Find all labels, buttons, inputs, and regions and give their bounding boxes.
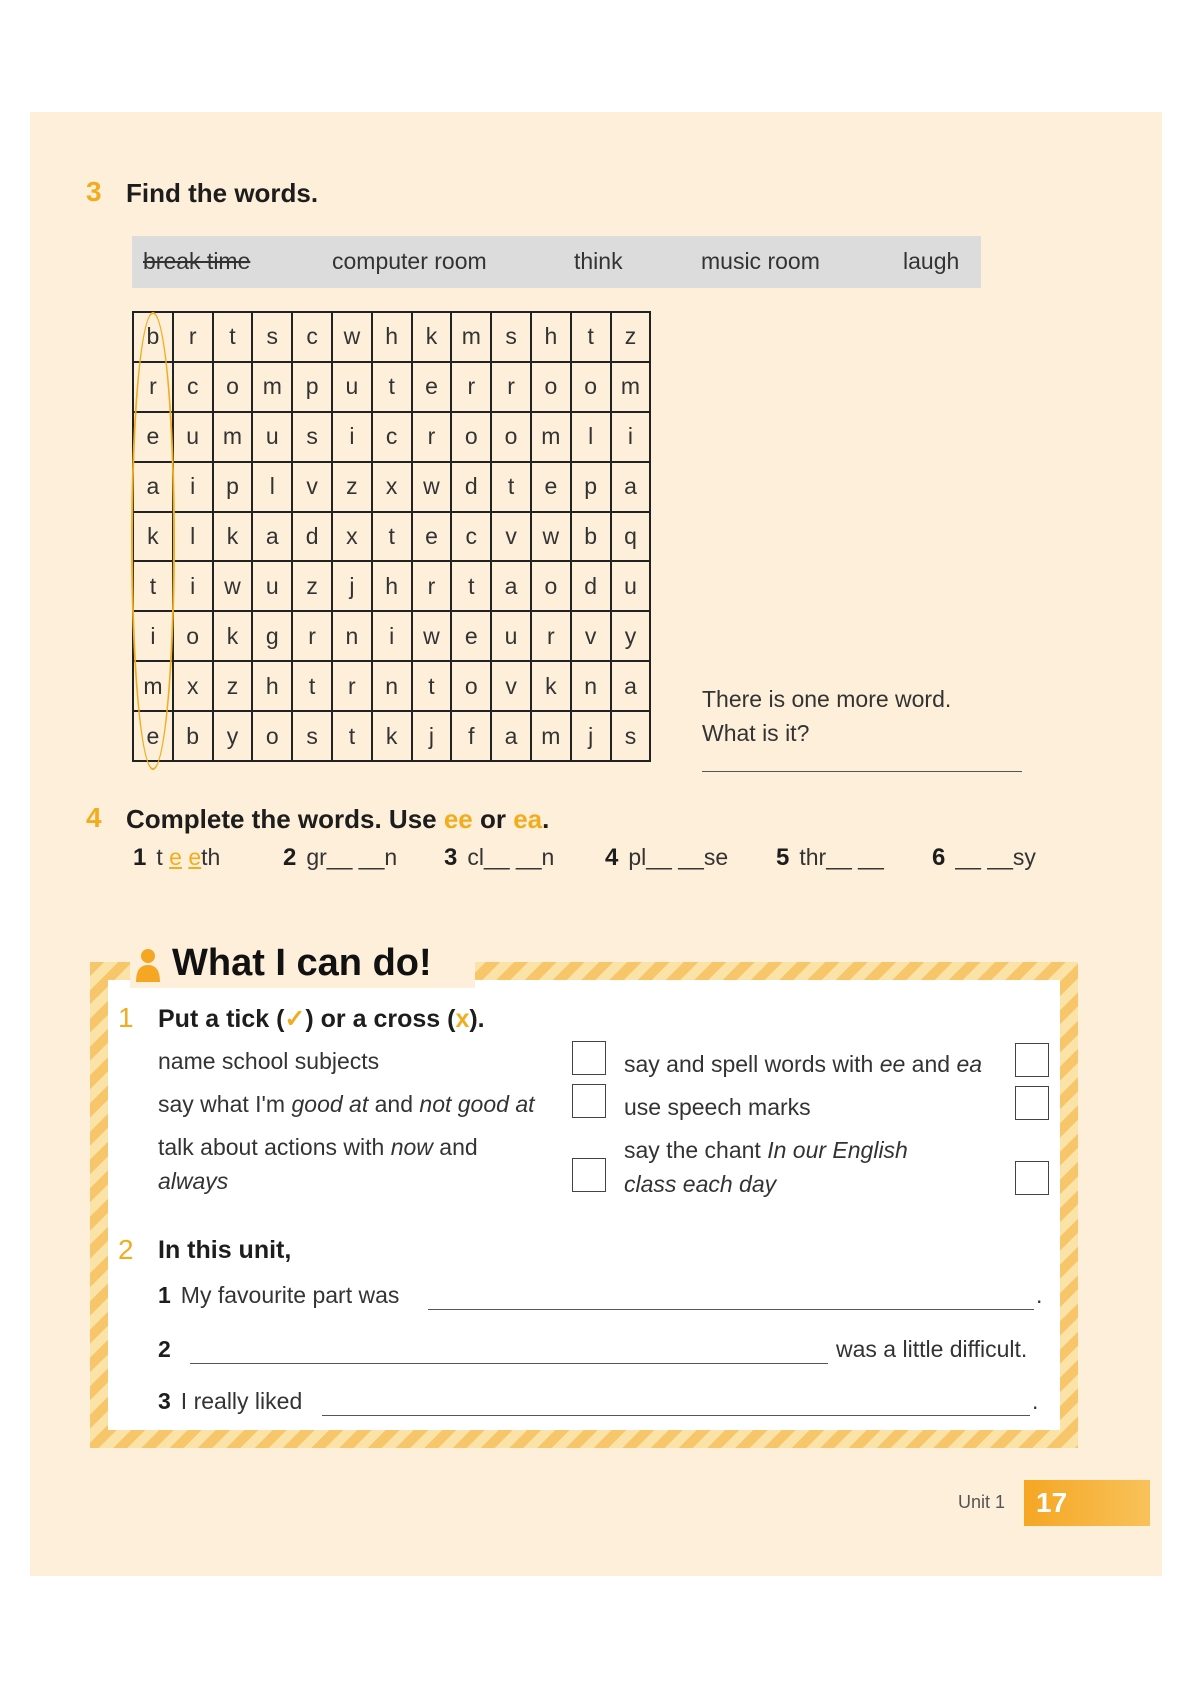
checkbox-left-3[interactable] bbox=[572, 1158, 606, 1192]
can-do-q2-number: 2 bbox=[118, 1234, 134, 1265]
grid-cell[interactable]: s bbox=[611, 711, 651, 761]
grid-cell[interactable]: i bbox=[611, 412, 651, 462]
grid-cell[interactable]: k bbox=[372, 711, 412, 761]
emphasis: ee bbox=[879, 1051, 906, 1077]
grid-cell[interactable]: i bbox=[173, 462, 213, 512]
grid-cell[interactable]: t bbox=[332, 711, 372, 761]
item-number: 4 bbox=[605, 844, 619, 871]
grid-cell[interactable]: m bbox=[252, 362, 292, 412]
checkbox-left-2[interactable] bbox=[572, 1084, 606, 1118]
grid-cell[interactable]: v bbox=[491, 661, 531, 711]
grid-cell[interactable]: z bbox=[611, 312, 651, 362]
grid-cell[interactable]: q bbox=[611, 512, 651, 562]
grid-cell[interactable]: c bbox=[372, 412, 412, 462]
text: and bbox=[905, 1051, 957, 1077]
grid-cell[interactable]: r bbox=[292, 611, 332, 661]
grid-cell[interactable]: i bbox=[372, 611, 412, 661]
grid-row bbox=[133, 462, 650, 512]
grid-cell[interactable]: t bbox=[372, 362, 412, 412]
grid-cell[interactable]: s bbox=[252, 312, 292, 362]
answer-line[interactable] bbox=[702, 771, 1022, 772]
grid-cell[interactable]: f bbox=[451, 711, 491, 761]
word-bank bbox=[132, 236, 981, 288]
item-text: gr__ __n bbox=[306, 844, 398, 870]
grid-cell[interactable]: m bbox=[531, 412, 571, 462]
grid-cell[interactable]: w bbox=[213, 561, 253, 611]
item-pre: t bbox=[156, 844, 163, 870]
text: talk about actions with bbox=[158, 1134, 391, 1160]
grid-cell[interactable]: t bbox=[412, 661, 452, 711]
grid-cell[interactable]: i bbox=[173, 561, 213, 611]
q1-title-c: ). bbox=[469, 1005, 485, 1033]
grid-cell[interactable]: k bbox=[412, 312, 452, 362]
grid-cell[interactable]: r bbox=[491, 362, 531, 412]
grid-cell[interactable]: s bbox=[292, 711, 332, 761]
grid-cell[interactable]: t bbox=[133, 561, 173, 611]
item-number: 2 bbox=[283, 844, 297, 871]
title-end: . bbox=[542, 804, 550, 834]
ex4-item-5[interactable] bbox=[776, 844, 884, 872]
extra-word-question bbox=[702, 682, 951, 750]
grid-row bbox=[133, 661, 650, 711]
right-item-3 bbox=[624, 1133, 908, 1201]
grid-cell[interactable]: y bbox=[611, 611, 651, 661]
grid-cell[interactable]: g bbox=[252, 611, 292, 661]
grid-cell[interactable]: r bbox=[173, 312, 213, 362]
grid-cell[interactable]: t bbox=[213, 312, 253, 362]
grid-row bbox=[133, 611, 650, 661]
grid-cell[interactable]: t bbox=[491, 462, 531, 512]
grid-cell[interactable]: c bbox=[173, 362, 213, 412]
grid-cell[interactable]: e bbox=[451, 611, 491, 661]
grid-cell[interactable]: c bbox=[451, 512, 491, 562]
checkbox-left-1[interactable] bbox=[572, 1041, 606, 1075]
sentence-3-line[interactable] bbox=[322, 1415, 1030, 1416]
sentence-2-line[interactable] bbox=[190, 1363, 828, 1364]
grid-cell[interactable]: z bbox=[292, 561, 332, 611]
grid-cell[interactable]: k bbox=[531, 661, 571, 711]
grid-cell[interactable]: m bbox=[213, 412, 253, 462]
grid-row bbox=[133, 512, 650, 562]
can-do-title: What I can do! bbox=[172, 942, 432, 984]
grid-cell[interactable]: r bbox=[531, 611, 571, 661]
exercise-4-title bbox=[126, 804, 549, 835]
grid-cell[interactable]: j bbox=[412, 711, 452, 761]
word-break-time: break time bbox=[143, 248, 251, 274]
grid-cell[interactable]: r bbox=[133, 362, 173, 412]
grid-cell[interactable]: d bbox=[571, 561, 611, 611]
grid-cell[interactable]: w bbox=[332, 312, 372, 362]
can-do-q2-title: In this unit, bbox=[158, 1236, 292, 1264]
grid-cell[interactable]: o bbox=[213, 362, 253, 412]
sentence-3-period: . bbox=[1032, 1388, 1039, 1414]
grid-cell[interactable]: d bbox=[451, 462, 491, 512]
grid-cell[interactable]: c bbox=[292, 312, 332, 362]
question-line-2: What is it? bbox=[702, 720, 810, 746]
exercise-4-number: 4 bbox=[86, 802, 102, 833]
grid-cell[interactable]: i bbox=[133, 611, 173, 661]
right-item-1 bbox=[624, 1047, 982, 1081]
sentence-text: I really liked bbox=[180, 1388, 303, 1414]
text: and bbox=[432, 1134, 478, 1160]
tick-icon: ✓ bbox=[284, 1005, 306, 1033]
grid-cell[interactable]: j bbox=[332, 561, 372, 611]
grid-cell[interactable]: z bbox=[213, 661, 253, 711]
sentence-2-text: was a little difficult. bbox=[836, 1336, 1028, 1362]
grid-cell[interactable]: k bbox=[133, 512, 173, 562]
item-text: pl__ __se bbox=[628, 844, 729, 870]
grid-cell[interactable]: l bbox=[252, 462, 292, 512]
sentence-number: 1 bbox=[158, 1282, 171, 1308]
grid-cell[interactable]: a bbox=[611, 661, 651, 711]
grid-cell[interactable]: h bbox=[372, 312, 412, 362]
grid-row bbox=[133, 711, 650, 761]
grid-row bbox=[133, 561, 650, 611]
grid-cell[interactable]: a bbox=[491, 561, 531, 611]
found-word-circle bbox=[131, 312, 175, 770]
grid-cell[interactable]: h bbox=[372, 561, 412, 611]
grid-cell[interactable]: a bbox=[133, 462, 173, 512]
grid-cell[interactable]: t bbox=[372, 512, 412, 562]
item-number: 1 bbox=[133, 844, 147, 871]
item-text: cl__ __n bbox=[467, 844, 555, 870]
grid-cell[interactable]: v bbox=[571, 611, 611, 661]
grid-cell[interactable]: o bbox=[252, 711, 292, 761]
grid-cell[interactable]: e bbox=[412, 362, 452, 412]
grid-cell[interactable]: m bbox=[611, 362, 651, 412]
item-fill-2: e bbox=[188, 844, 202, 870]
grid-cell[interactable]: t bbox=[292, 661, 332, 711]
grid-cell[interactable]: r bbox=[412, 412, 452, 462]
checkbox-right-3[interactable] bbox=[1015, 1161, 1049, 1195]
sentence-1-period: . bbox=[1036, 1282, 1043, 1308]
grid-cell[interactable]: e bbox=[133, 711, 173, 761]
grid-cell[interactable]: o bbox=[451, 661, 491, 711]
grid-cell[interactable]: p bbox=[292, 362, 332, 412]
ex4-item-1[interactable] bbox=[133, 844, 220, 872]
grid-cell[interactable]: u bbox=[611, 561, 651, 611]
grid-cell[interactable]: r bbox=[451, 362, 491, 412]
left-item-3 bbox=[158, 1130, 478, 1198]
exercise-3-number: 3 bbox=[86, 176, 102, 207]
grid-cell[interactable]: o bbox=[173, 611, 213, 661]
grid-cell[interactable]: b bbox=[173, 711, 213, 761]
grid-cell[interactable]: u bbox=[252, 561, 292, 611]
grid-cell[interactable]: y bbox=[213, 711, 253, 761]
grid-cell[interactable]: z bbox=[332, 462, 372, 512]
left-item-1: name school subjects bbox=[158, 1048, 380, 1074]
grid-cell[interactable]: o bbox=[531, 561, 571, 611]
sentence-number: 2 bbox=[158, 1336, 171, 1362]
grid-cell[interactable]: r bbox=[412, 561, 452, 611]
grid-cell[interactable]: x bbox=[372, 462, 412, 512]
emphasis: good at bbox=[291, 1091, 369, 1117]
grid-cell[interactable]: e bbox=[133, 412, 173, 462]
can-do-q1-number: 1 bbox=[118, 1002, 134, 1033]
title-or: or bbox=[472, 804, 514, 834]
unit-label: Unit 1 bbox=[958, 1492, 1006, 1512]
grid-cell[interactable]: h bbox=[531, 312, 571, 362]
grid-cell[interactable]: o bbox=[491, 412, 531, 462]
grid-cell[interactable]: w bbox=[531, 512, 571, 562]
grid-cell[interactable]: a bbox=[611, 462, 651, 512]
title-text: Complete the words. Use bbox=[126, 804, 444, 834]
grid-cell[interactable]: l bbox=[173, 512, 213, 562]
grid-cell[interactable]: m bbox=[133, 661, 173, 711]
item-number: 3 bbox=[444, 844, 458, 871]
exercise-3-title: Find the words. bbox=[126, 178, 319, 208]
sentence-3 bbox=[158, 1384, 302, 1418]
grid-cell[interactable]: n bbox=[571, 661, 611, 711]
can-do-q1-title bbox=[158, 1004, 485, 1034]
grid-cell[interactable]: i bbox=[332, 412, 372, 462]
ex4-item-6[interactable] bbox=[932, 844, 1036, 872]
emphasis: In our English bbox=[767, 1137, 908, 1163]
sentence-number: 3 bbox=[158, 1388, 171, 1414]
grid-cell[interactable]: m bbox=[531, 711, 571, 761]
grid-cell[interactable]: u bbox=[332, 362, 372, 412]
grid-cell[interactable]: j bbox=[571, 711, 611, 761]
q1-title-b: ) or a cross ( bbox=[305, 1005, 456, 1033]
grid-cell[interactable]: o bbox=[571, 362, 611, 412]
item-post: th bbox=[201, 844, 221, 870]
ex4-item-2[interactable] bbox=[283, 844, 397, 872]
grid-cell[interactable]: s bbox=[491, 312, 531, 362]
word-think: think bbox=[574, 248, 623, 274]
grid-cell[interactable]: k bbox=[213, 611, 253, 661]
page-number: 17 bbox=[1024, 1480, 1150, 1526]
grid-cell[interactable]: w bbox=[412, 462, 452, 512]
grid-cell[interactable]: b bbox=[133, 312, 173, 362]
grid-cell[interactable]: v bbox=[491, 512, 531, 562]
grid-cell[interactable]: e bbox=[531, 462, 571, 512]
word-laugh: laugh bbox=[903, 248, 960, 274]
text: say the chant bbox=[624, 1137, 768, 1163]
grid-cell[interactable]: l bbox=[571, 412, 611, 462]
item-fill-1: e bbox=[169, 844, 182, 870]
title-ee: ee bbox=[443, 804, 473, 834]
grid-cell[interactable]: r bbox=[332, 661, 372, 711]
grid-cell[interactable]: d bbox=[292, 512, 332, 562]
grid-cell[interactable]: t bbox=[571, 312, 611, 362]
item-text: __ __sy bbox=[955, 844, 1036, 870]
emphasis: ea bbox=[956, 1051, 983, 1077]
text: say and spell words with bbox=[624, 1051, 880, 1077]
grid-row bbox=[133, 312, 650, 362]
grid-row bbox=[133, 362, 650, 412]
ex4-item-3[interactable] bbox=[444, 844, 554, 872]
grid-cell[interactable]: h bbox=[252, 661, 292, 711]
grid-cell[interactable]: t bbox=[451, 561, 491, 611]
grid-cell[interactable]: o bbox=[531, 362, 571, 412]
grid-cell[interactable]: o bbox=[451, 412, 491, 462]
item-number: 5 bbox=[776, 844, 790, 871]
emphasis: always bbox=[158, 1168, 229, 1194]
person-icon bbox=[134, 948, 162, 982]
grid-cell[interactable]: e bbox=[412, 512, 452, 562]
grid-cell[interactable]: w bbox=[412, 611, 452, 661]
grid-cell[interactable]: p bbox=[213, 462, 253, 512]
grid-cell[interactable]: s bbox=[292, 412, 332, 462]
grid-cell[interactable]: m bbox=[451, 312, 491, 362]
sentence-1 bbox=[158, 1278, 399, 1312]
grid-cell[interactable]: x bbox=[332, 512, 372, 562]
grid-cell[interactable]: b bbox=[571, 512, 611, 562]
grid-row bbox=[133, 412, 650, 462]
text: say what I'm bbox=[158, 1091, 292, 1117]
grid-cell[interactable]: u bbox=[252, 412, 292, 462]
sentence-text: My favourite part was bbox=[180, 1282, 400, 1308]
grid-cell[interactable]: a bbox=[252, 512, 292, 562]
sentence-2-number bbox=[158, 1332, 171, 1366]
grid-cell[interactable]: x bbox=[173, 661, 213, 711]
grid-cell[interactable]: k bbox=[213, 512, 253, 562]
checkbox-right-2[interactable] bbox=[1015, 1086, 1049, 1120]
grid-cell[interactable]: p bbox=[571, 462, 611, 512]
word-search-grid bbox=[132, 311, 651, 762]
grid-cell[interactable]: v bbox=[292, 462, 332, 512]
grid-cell[interactable]: u bbox=[173, 412, 213, 462]
word-computer-room: computer room bbox=[332, 248, 487, 274]
grid-cell[interactable]: u bbox=[491, 611, 531, 661]
grid-cell[interactable]: n bbox=[372, 661, 412, 711]
emphasis: class each day bbox=[624, 1171, 777, 1197]
text: and bbox=[368, 1091, 420, 1117]
emphasis: now bbox=[390, 1134, 433, 1160]
q1-title-a: Put a tick ( bbox=[158, 1005, 285, 1033]
word-music-room: music room bbox=[701, 248, 820, 274]
grid-cell[interactable]: n bbox=[332, 611, 372, 661]
grid-cell[interactable]: a bbox=[491, 711, 531, 761]
ex4-item-4[interactable] bbox=[605, 844, 728, 872]
left-item-2 bbox=[158, 1087, 535, 1121]
emphasis: not good at bbox=[419, 1091, 535, 1117]
item-number: 6 bbox=[932, 844, 946, 871]
title-ea: ea bbox=[513, 804, 543, 834]
question-line-1: There is one more word. bbox=[702, 686, 952, 712]
cross-icon: x bbox=[455, 1005, 470, 1033]
right-item-2: use speech marks bbox=[624, 1094, 811, 1120]
sentence-1-line[interactable] bbox=[428, 1309, 1034, 1310]
checkbox-right-1[interactable] bbox=[1015, 1043, 1049, 1077]
item-text: thr__ __ bbox=[799, 844, 884, 870]
